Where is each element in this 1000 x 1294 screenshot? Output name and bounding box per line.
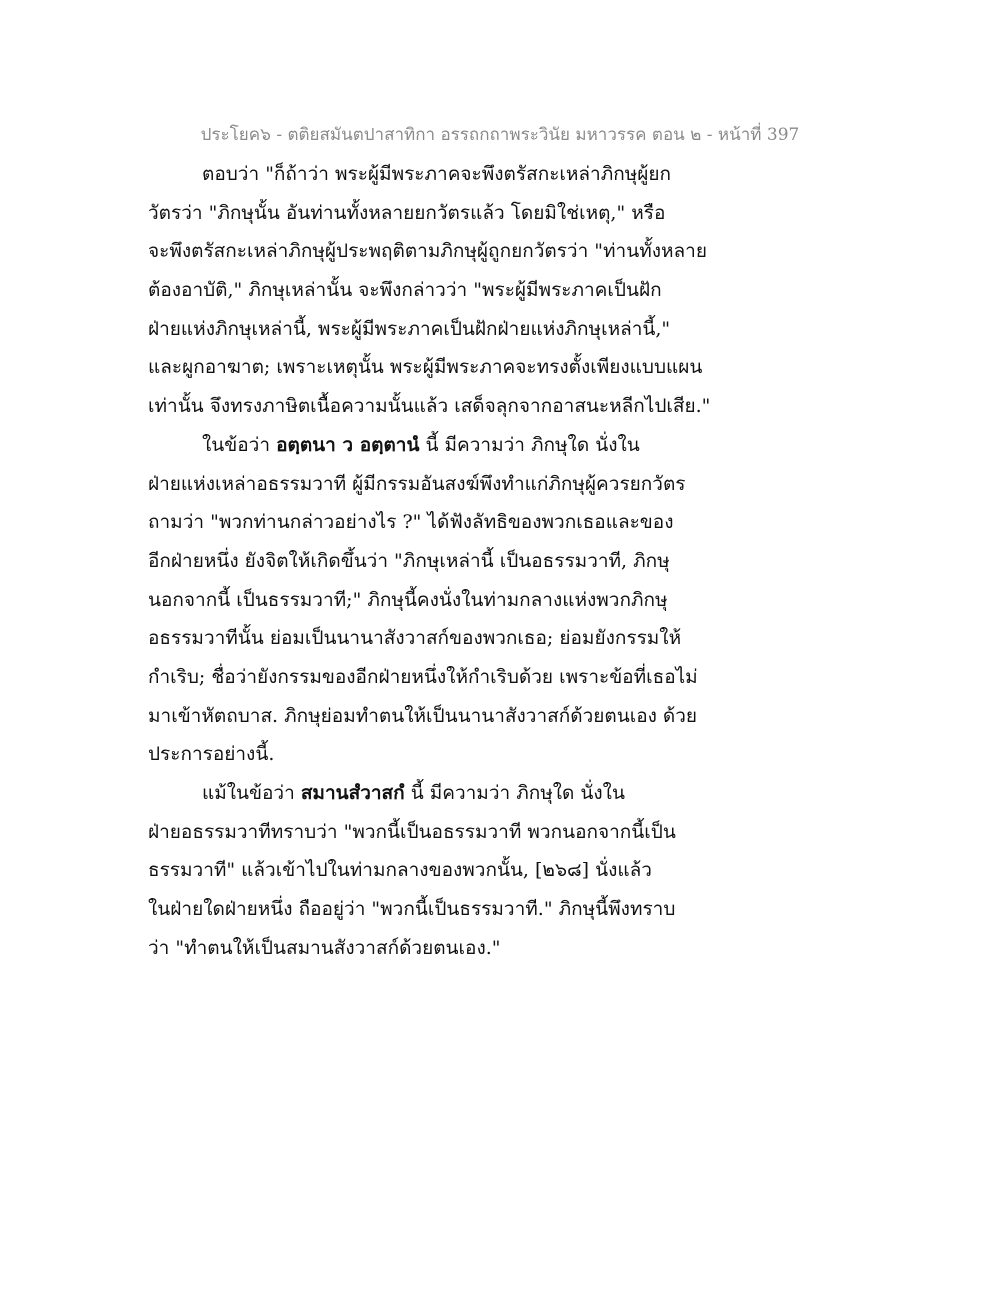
paragraph-lead-text: นี้ มีความว่า ภิกษุใด นั่งใน <box>410 782 625 804</box>
text-line <box>148 774 708 813</box>
text-line: เท่านั้น จึงทรงภาษิตเนื้อความนั้นแล้ว เสด็จลุกจากอาสนะหลีกไปเสีย." <box>148 395 711 418</box>
text-line: ถามว่า "พวกท่านกล่าวอย่างไร ?" ได้ฟังลัทธิของพวกเธอและของ <box>148 511 674 534</box>
paragraph-2 <box>148 426 708 774</box>
text-line: จะพึงตรัสกะเหล่าภิกษุผู้ประพฤติตามภิกษุผู้ถูกยกวัตรว่า "ท่านทั้งหลาย <box>148 240 707 263</box>
text-line <box>148 426 708 465</box>
text-line: และผูกอาฆาต; เพราะเหตุนั้น พระผู้มีพระภาคจะทรงตั้งเพียงแบบแผน <box>148 356 703 379</box>
paragraph-3 <box>148 774 708 967</box>
text-line: นอกจากนี้ เป็นธรรมวาที;" ภิกษุนี้คงนั่งในท่ามกลางแห่งพวกภิกษุ <box>148 588 668 611</box>
text-line: ต้องอาบัติ," ภิกษุเหล่านั้น จะพึงกล่าวว่า "พระผู้มีพระภาคเป็นฝัก <box>148 279 662 302</box>
text-line: ประการอย่างนี้. <box>148 743 275 766</box>
text-line: ธรรมวาที" แล้วเข้าไปในท่ามกลางของพวกนั้น, [๒๖๘] นั่งแล้ว <box>148 859 652 882</box>
text-line: ฝ่ายแห่งเหล่าอธรรมวาที ผู้มีกรรมอันสงฆ์พึงทำแก่ภิกษุผู้ควรยกวัตร <box>148 472 686 495</box>
text-line: อธรรมวาทีนั้น ย่อมเป็นนานาสังวาสก์ของพวกเธอ; ย่อมยังกรรมให้ <box>148 627 682 650</box>
running-header: ประโยค๖ - ตติยสมันตปาสาทิกา อรรถกถาพระวินัย มหาวรรค ตอน ๒ - หน้าที่ 397 <box>200 125 800 145</box>
text-line: ว่า "ทำตนให้เป็นสมานสังวาสก์ด้วยตนเอง." <box>148 936 501 959</box>
paragraph-1 <box>148 155 711 426</box>
paragraph-lead-text: ในข้อว่า <box>202 433 271 456</box>
pali-term: อตฺตนา ว อตฺตานํ <box>276 433 420 456</box>
pali-term: สมานสํวาสกํ <box>300 782 405 804</box>
text-line: กำเริบ; ชื่อว่ายังกรรมของอีกฝ่ายหนึ่งให้กำเริบด้วย เพราะข้อที่เธอไม่ <box>148 665 698 688</box>
paragraph-lead-text: แม้ในข้อว่า <box>202 782 295 804</box>
text-line: ฝ่ายแห่งภิกษุเหล่านี้, พระผู้มีพระภาคเป็นฝักฝ่ายแห่งภิกษุเหล่านี้," <box>148 317 671 340</box>
text-line: ฝ่ายอธรรมวาทีทราบว่า "พวกนี้เป็นอธรรมวาที พวกนอกจากนี้เป็น <box>148 820 676 843</box>
text-line: ตอบว่า "ก็ถ้าว่า พระผู้มีพระภาคจะพึงตรัสกะเหล่าภิกษุผู้ยก <box>202 163 672 185</box>
text-line: วัตรว่า "ภิกษุนั้น อันท่านทั้งหลายยกวัตรแล้ว โดยมิใช่เหตุ," หรือ <box>148 201 666 224</box>
text-line: อีกฝ่ายหนึ่ง ยังจิตให้เกิดขึ้นว่า "ภิกษุเหล่านี้ เป็นอธรรมวาที, ภิกษุ <box>148 549 670 572</box>
text-line: ในฝ่ายใดฝ่ายหนึ่ง ถืออยู่ว่า "พวกนี้เป็นธรรมวาที." ภิกษุนี้พึงทราบ <box>148 898 676 921</box>
paragraph-lead-text: นี้ มีความว่า ภิกษุใด นั่งใน <box>425 433 640 456</box>
page-body <box>148 155 711 967</box>
text-line: มาเข้าหัตถบาส. ภิกษุย่อมทำตนให้เป็นนานาสังวาสก์ด้วยตนเอง ด้วย <box>148 704 698 727</box>
